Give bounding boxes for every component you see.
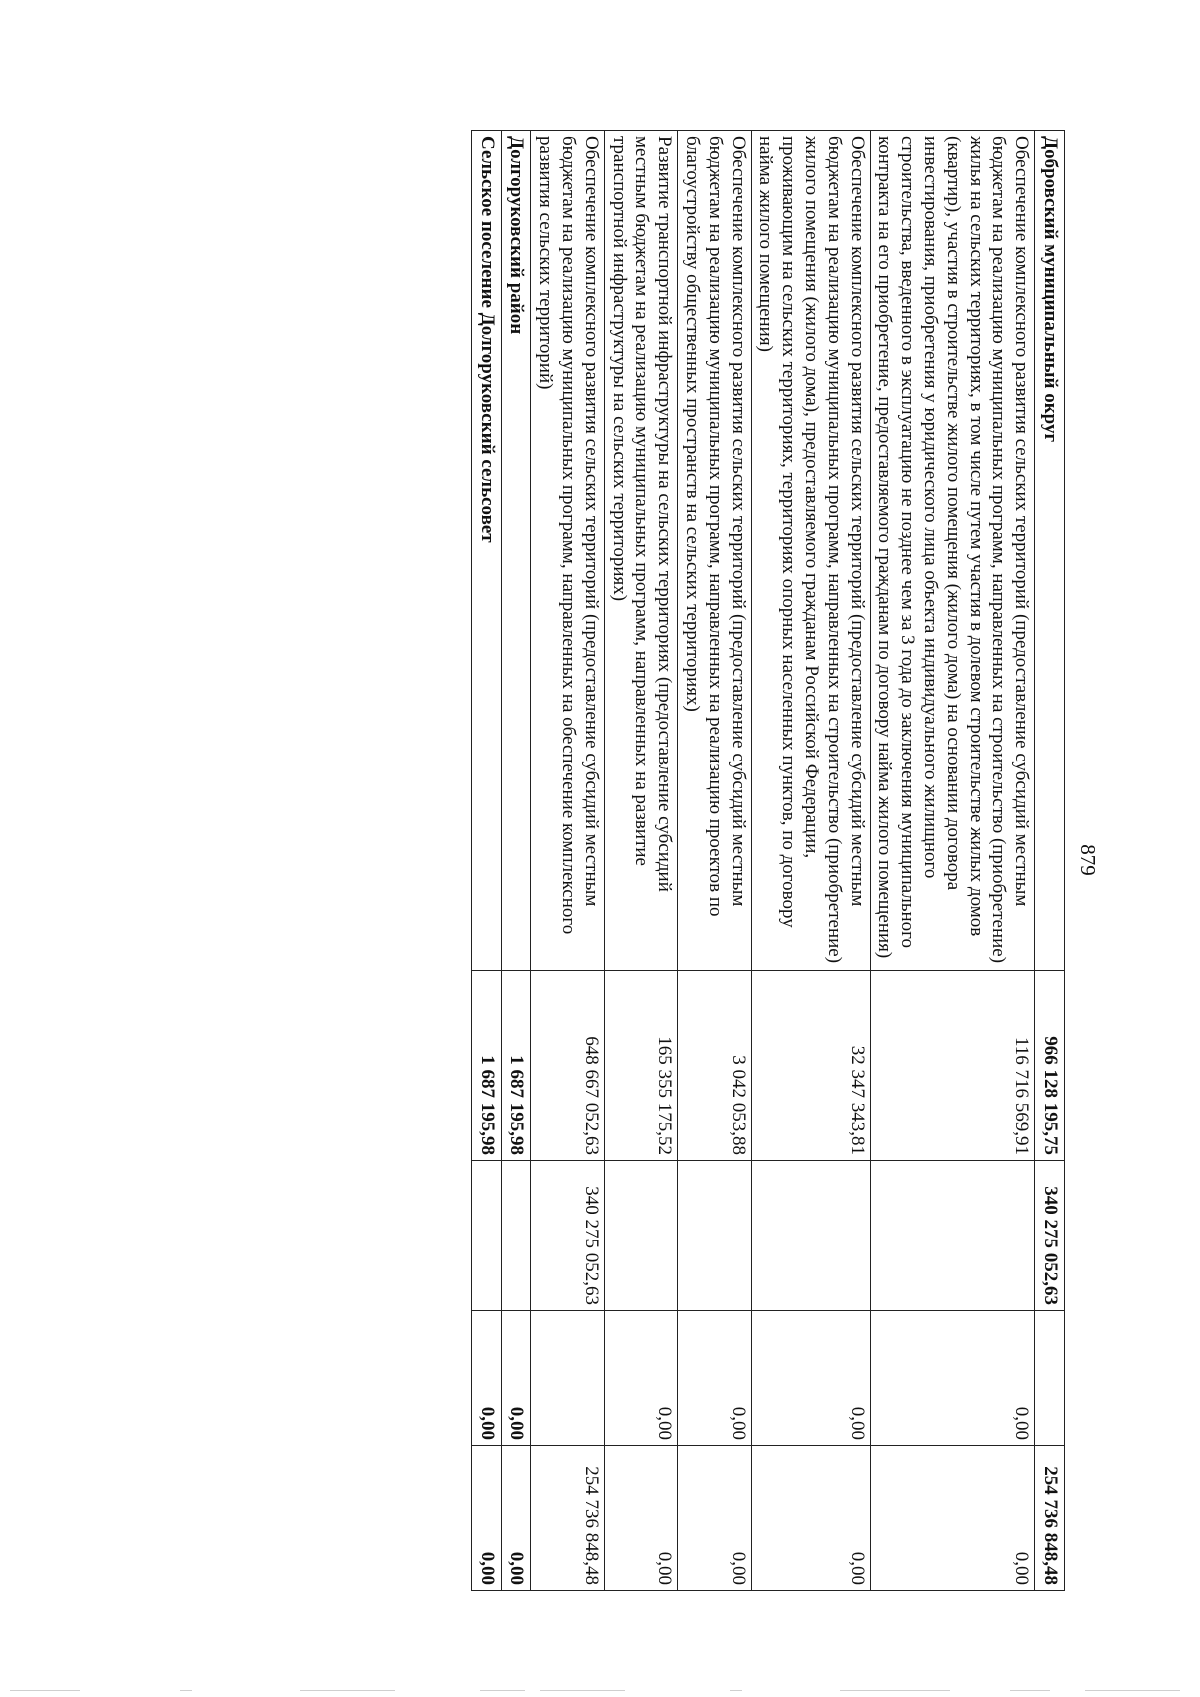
value-col-4: 0,00 bbox=[751, 1446, 870, 1591]
value-col-4: 254 736 848,48 bbox=[1035, 1446, 1065, 1591]
table-row-dobrovsky-district bbox=[1035, 131, 1065, 1591]
value-col-3: 0,00 bbox=[501, 1311, 531, 1446]
value-col-2 bbox=[501, 1161, 531, 1311]
value-col-3: 0,00 bbox=[471, 1311, 501, 1446]
value-col-2: 340 275 052,63 bbox=[1035, 1161, 1065, 1311]
row-name: Обеспечение комплексного развития сельских территорий (предоставление субсидий местным бюджетам на реализацию муниципальных программ, направленных на обеспечение комплексного развития сельских территорий) bbox=[531, 131, 604, 971]
table-row bbox=[870, 131, 1035, 1591]
value-col-1: 32 347 343,81 bbox=[751, 971, 870, 1161]
value-col-1: 116 716 569,91 bbox=[870, 971, 1035, 1161]
value-col-3 bbox=[1035, 1311, 1065, 1446]
value-col-1: 648 667 052,63 bbox=[531, 971, 604, 1161]
row-name: Долгоруковский район bbox=[501, 131, 531, 971]
page-number: 879 bbox=[1076, 844, 1100, 876]
value-col-4: 0,00 bbox=[501, 1446, 531, 1591]
row-name: Обеспечение комплексного развития сельских территорий (предоставление субсидий местным бюджетам на реализацию муниципальных программ, направленных на строительство (приобретение) жилого помещения (жилого дома), предоставляемого гражданам Российской Федерации, проживающим на сельских территориях, территориях опорных населенных пунктов, по договору найма жилого помещения) bbox=[751, 131, 870, 971]
table-row-dolgorukovsky-selsovet bbox=[471, 131, 501, 1591]
value-col-3: 0,00 bbox=[751, 1311, 870, 1446]
row-name: Добровский муниципальный округ bbox=[1035, 131, 1065, 971]
value-col-3: 0,00 bbox=[870, 1311, 1035, 1446]
table-row bbox=[751, 131, 870, 1591]
value-col-1: 165 355 175,52 bbox=[604, 971, 677, 1161]
value-col-4: 0,00 bbox=[471, 1446, 501, 1591]
value-col-1: 3 042 053,88 bbox=[678, 971, 751, 1161]
row-name: Сельское поселение Долгоруковский сельсовет bbox=[471, 131, 501, 971]
value-col-2: 340 275 052,63 bbox=[531, 1161, 604, 1311]
value-col-3 bbox=[531, 1311, 604, 1446]
value-col-2 bbox=[751, 1161, 870, 1311]
value-col-4: 0,00 bbox=[604, 1446, 677, 1591]
table-row bbox=[604, 131, 677, 1591]
value-col-1: 1 687 195,98 bbox=[471, 971, 501, 1161]
value-col-2 bbox=[678, 1161, 751, 1311]
value-col-4: 0,00 bbox=[678, 1446, 751, 1591]
value-col-1: 966 128 195,75 bbox=[1035, 971, 1065, 1161]
value-col-2 bbox=[471, 1161, 501, 1311]
value-col-2 bbox=[870, 1161, 1035, 1311]
row-name: Развитие транспортной инфраструктуры на сельских территориях (предоставление субсидий местным бюджетам на реализацию муниципальных программ, направленных на развитие транспортной инфраструктуры на сельских территориях) bbox=[604, 131, 677, 971]
value-col-4: 254 736 848,48 bbox=[531, 1446, 604, 1591]
value-col-1: 1 687 195,98 bbox=[501, 971, 531, 1161]
row-name: Обеспечение комплексного развития сельских территорий (предоставление субсидий местным бюджетам на реализацию муниципальных программ, направленных на строительство (приобретение) жилья на сельских территориях, в том числе путем участия в долевом строительстве жилых домов (квартир), участия в строительстве жилого помещения (жилого дома) на основании договора инвестирования, приобретения у юридического лица объекта индивидуального жилищного строительства, введенного в эксплуатацию не позднее чем за 3 года до заключения муниципального контракта на его приобретение, предоставляемого гражданам по договору найма жилого помещения) bbox=[870, 131, 1035, 971]
table-row bbox=[678, 131, 751, 1591]
table-row bbox=[531, 131, 604, 1591]
table-row-dolgorukovsky-district bbox=[501, 131, 531, 1591]
row-name: Обеспечение комплексного развития сельских территорий (предоставление субсидий местным бюджетам на реализацию муниципальных программ, направленных на реализацию проектов по благоустройству общественных пространств на сельских территориях) bbox=[678, 131, 751, 971]
value-col-2 bbox=[604, 1161, 677, 1311]
value-col-3: 0,00 bbox=[604, 1311, 677, 1446]
value-col-3: 0,00 bbox=[678, 1311, 751, 1446]
scan-edge-marks bbox=[0, 1690, 1200, 1694]
budget-table bbox=[471, 130, 1065, 1591]
value-col-4: 0,00 bbox=[870, 1446, 1035, 1591]
